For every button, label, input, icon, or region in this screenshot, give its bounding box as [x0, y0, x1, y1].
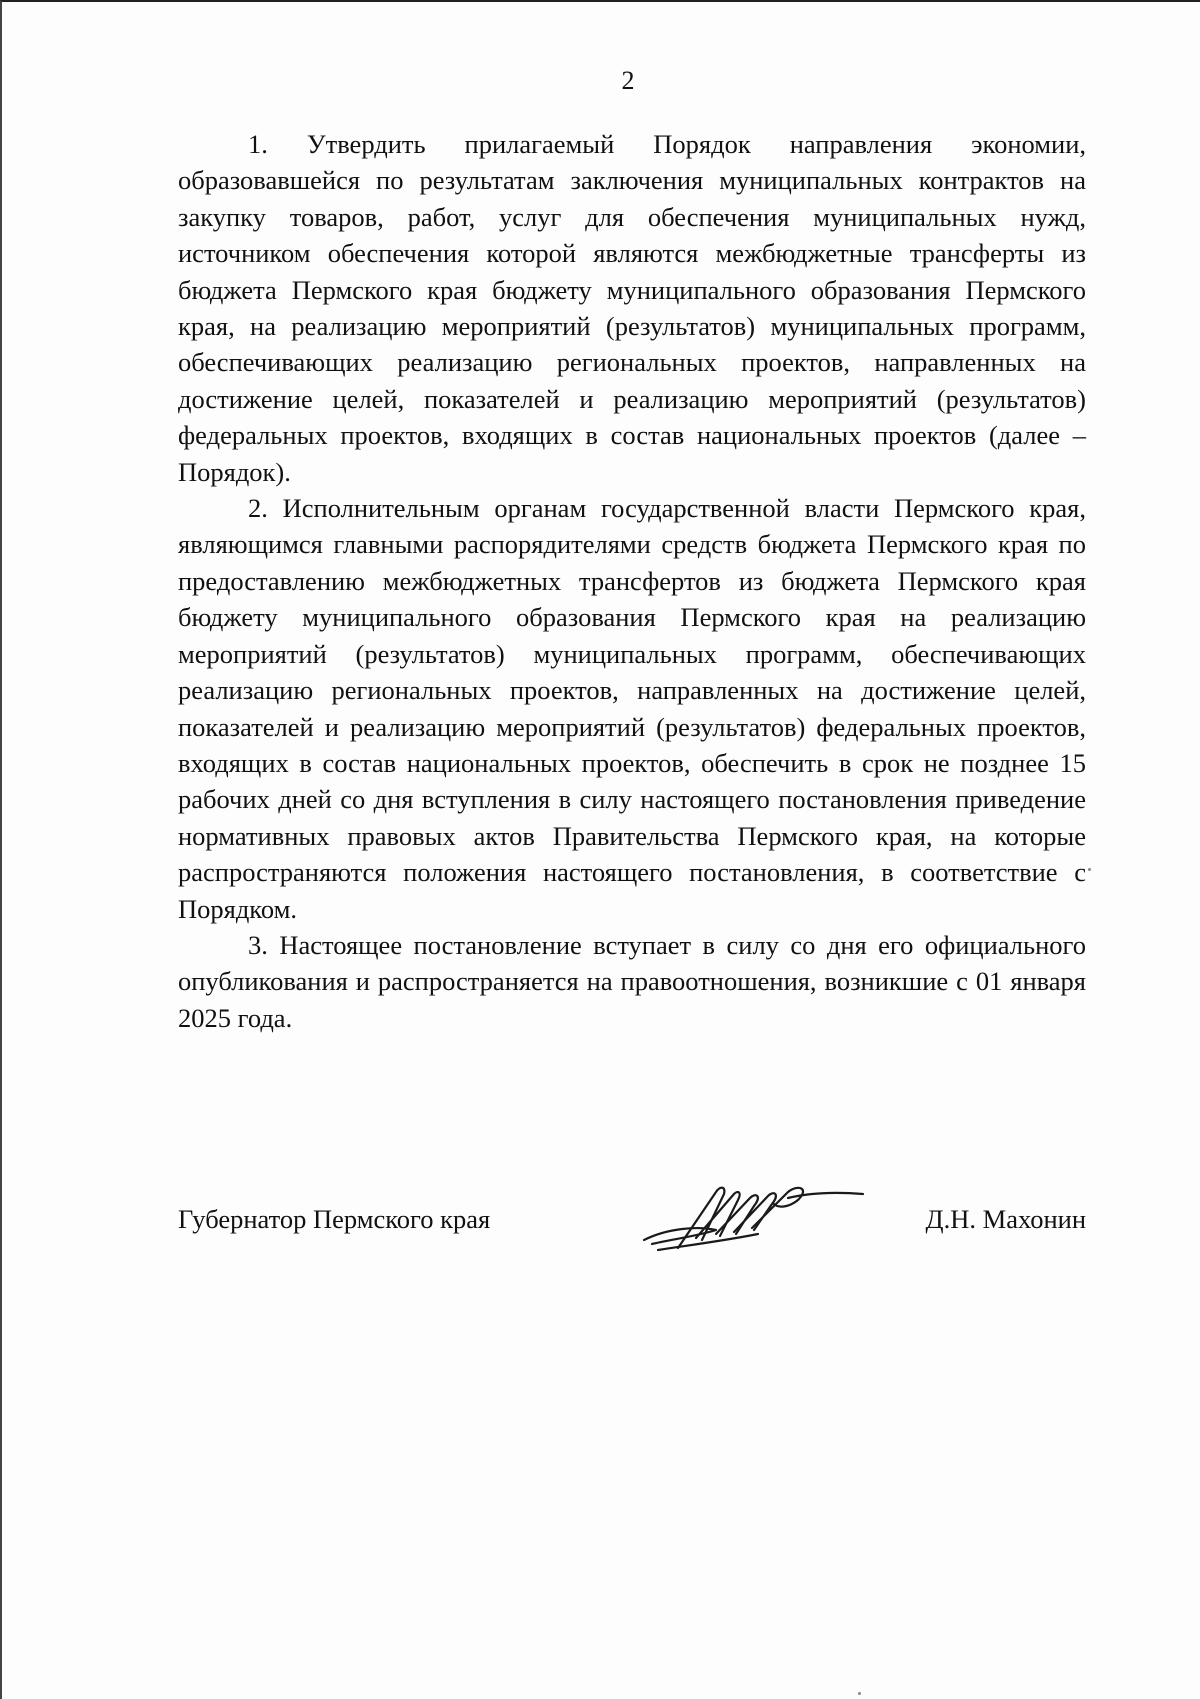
scan-speck — [1088, 868, 1091, 871]
paragraph-3: 3. Настоящее постановление вступает в силу со дня его официального опубликования и распространяется на правоотношения, возникшие с 01 января 2025 года. — [178, 929, 1086, 1033]
signature-block — [178, 1192, 1086, 1272]
handwritten-signature — [638, 1178, 868, 1258]
page-number: 2 — [621, 66, 635, 95]
signer-title: Губернатор Пермского края — [178, 1204, 491, 1234]
scan-speck — [858, 1692, 861, 1695]
paragraph-1: 1. Утвердить прилагаемый Порядок направления экономии, образовавшейся по результатам заключения муниципальных контрактов на закупку товаров, работ, услуг для обеспечения муниципальных нужд, источником обеспечения которой являются межбюджетные трансферты из бюджета Пермского края бюджету муниципального образования Пермского края, на реализацию мероприятий (результатов) муниципальных программ, обеспечивающих реализацию региональных проектов, направленных на достижение целей, показателей и реализацию мероприятий (результатов) федеральных проектов, входящих в состав национальных проектов (далее – Порядок). — [178, 129, 1086, 487]
document-body — [178, 126, 1086, 1036]
signer-name: Д.Н. Махонин — [925, 1204, 1086, 1234]
paragraph-2: 2. Исполнительным органам государственной власти Пермского края, являющимся главными распорядителями средств бюджета Пермского края по предоставлению межбюджетных трансфертов из бюджета Пермского края бюджету муниципального образования Пермского края на реализацию мероприятий (результатов) муниципальных программ, обеспечивающих реализацию региональных проектов, направленных на достижение целей, показателей и реализацию мероприятий (результатов) федеральных проектов, входящих в состав национальных проектов, обеспечить в срок не позднее 15 рабочих дней со дня вступления в силу настоящего постановления приведение нормативных правовых актов Правительства Пермского края, на которые распространяются положения настоящего постановления, в соответствие с Порядком. — [178, 493, 1086, 924]
